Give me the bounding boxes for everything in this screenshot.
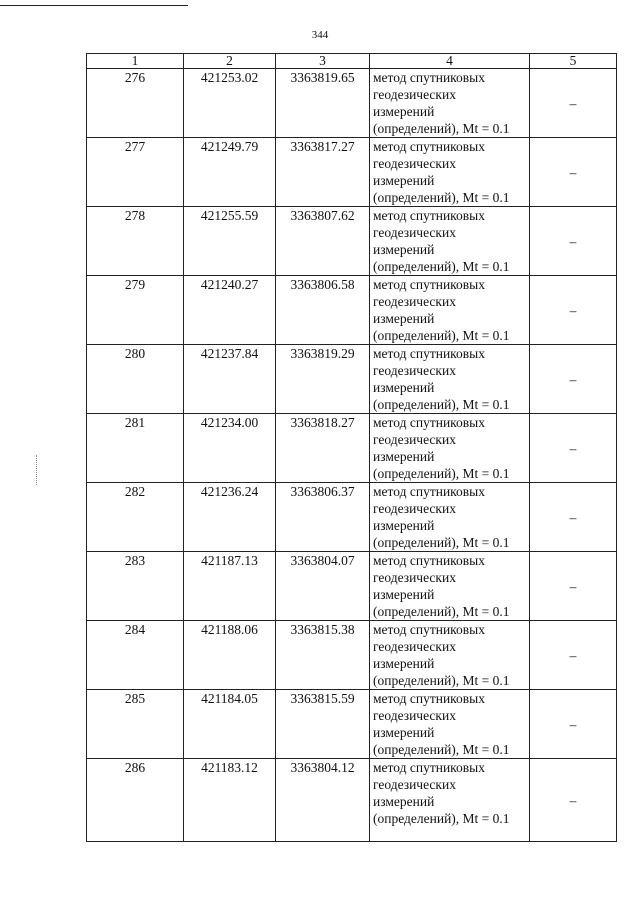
method-line: метод спутниковых <box>373 553 485 568</box>
method-line: измерений <box>373 104 435 119</box>
method-line: измерений <box>373 656 435 671</box>
coordinate-x: 421234.00 <box>184 414 276 483</box>
column-5-value: – <box>530 483 617 552</box>
table-row <box>87 276 617 345</box>
column-5-value: – <box>530 138 617 207</box>
point-number: 282 <box>87 483 184 552</box>
point-number: 286 <box>87 759 184 842</box>
method-description <box>370 483 530 552</box>
method-description <box>370 345 530 414</box>
coordinate-y: 3363806.37 <box>276 483 370 552</box>
point-number: 277 <box>87 138 184 207</box>
table-row <box>87 207 617 276</box>
column-header-1: 1 <box>87 54 184 69</box>
method-line: (определений), Mt = 0.1 <box>373 811 510 826</box>
method-line: (определений), Mt = 0.1 <box>373 742 510 757</box>
column-header-2: 2 <box>184 54 276 69</box>
point-number: 281 <box>87 414 184 483</box>
column-5-value: – <box>530 69 617 138</box>
point-number: 280 <box>87 345 184 414</box>
method-line: метод спутниковых <box>373 139 485 154</box>
table-row <box>87 690 617 759</box>
method-line: метод спутниковых <box>373 691 485 706</box>
method-line: измерений <box>373 587 435 602</box>
coordinate-y: 3363819.29 <box>276 345 370 414</box>
method-line: геодезических <box>373 708 456 723</box>
column-header-3: 3 <box>276 54 370 69</box>
method-line: измерений <box>373 311 435 326</box>
method-line: (определений), Mt = 0.1 <box>373 259 510 274</box>
point-number: 276 <box>87 69 184 138</box>
coordinate-y: 3363804.12 <box>276 759 370 842</box>
column-header-5: 5 <box>530 54 617 69</box>
table-row <box>87 138 617 207</box>
method-description <box>370 759 530 842</box>
coordinate-x: 421253.02 <box>184 69 276 138</box>
table-header-row <box>87 54 617 69</box>
coordinates-table <box>86 53 617 842</box>
margin-mark <box>36 455 37 485</box>
method-description <box>370 621 530 690</box>
method-line: измерений <box>373 518 435 533</box>
method-line: геодезических <box>373 156 456 171</box>
coordinate-x: 421240.27 <box>184 276 276 345</box>
method-line: измерений <box>373 725 435 740</box>
column-header-4: 4 <box>370 54 530 69</box>
method-line: (определений), Mt = 0.1 <box>373 604 510 619</box>
method-line: (определений), Mt = 0.1 <box>373 466 510 481</box>
method-line: измерений <box>373 794 435 809</box>
method-line: геодезических <box>373 639 456 654</box>
table-row <box>87 414 617 483</box>
table-row <box>87 552 617 621</box>
method-line: геодезических <box>373 225 456 240</box>
method-line: метод спутниковых <box>373 277 485 292</box>
coordinate-y: 3363806.58 <box>276 276 370 345</box>
method-line: метод спутниковых <box>373 70 485 85</box>
column-5-value: – <box>530 414 617 483</box>
method-line: метод спутниковых <box>373 346 485 361</box>
column-5-value: – <box>530 207 617 276</box>
method-description <box>370 276 530 345</box>
method-description <box>370 69 530 138</box>
table-row <box>87 69 617 138</box>
table-row <box>87 483 617 552</box>
column-5-value: – <box>530 345 617 414</box>
point-number: 278 <box>87 207 184 276</box>
method-line: измерений <box>373 242 435 257</box>
method-line: геодезических <box>373 363 456 378</box>
coordinate-x: 421255.59 <box>184 207 276 276</box>
coordinate-y: 3363804.07 <box>276 552 370 621</box>
method-line: (определений), Mt = 0.1 <box>373 190 510 205</box>
coordinate-y: 3363817.27 <box>276 138 370 207</box>
coordinate-x: 421183.12 <box>184 759 276 842</box>
table-row <box>87 621 617 690</box>
coordinate-x: 421249.79 <box>184 138 276 207</box>
table-row <box>87 759 617 842</box>
method-line: измерений <box>373 380 435 395</box>
method-description <box>370 138 530 207</box>
table-row <box>87 345 617 414</box>
method-line: геодезических <box>373 294 456 309</box>
top-rule <box>0 5 188 6</box>
coordinate-x: 421184.05 <box>184 690 276 759</box>
method-line: геодезических <box>373 432 456 447</box>
coordinate-y: 3363815.59 <box>276 690 370 759</box>
point-number: 284 <box>87 621 184 690</box>
coordinate-x: 421237.84 <box>184 345 276 414</box>
column-5-value: – <box>530 690 617 759</box>
column-5-value: – <box>530 552 617 621</box>
method-line: (определений), Mt = 0.1 <box>373 673 510 688</box>
column-5-value: – <box>530 276 617 345</box>
coordinate-x: 421236.24 <box>184 483 276 552</box>
table-body <box>87 69 617 842</box>
point-number: 283 <box>87 552 184 621</box>
method-line: (определений), Mt = 0.1 <box>373 328 510 343</box>
method-line: метод спутниковых <box>373 415 485 430</box>
method-line: измерений <box>373 173 435 188</box>
method-line: (определений), Mt = 0.1 <box>373 535 510 550</box>
page-number: 344 <box>311 29 329 41</box>
method-description <box>370 207 530 276</box>
coordinate-x: 421188.06 <box>184 621 276 690</box>
method-line: метод спутниковых <box>373 208 485 223</box>
method-line: геодезических <box>373 570 456 585</box>
point-number: 285 <box>87 690 184 759</box>
method-line: метод спутниковых <box>373 760 485 775</box>
coordinate-x: 421187.13 <box>184 552 276 621</box>
method-line: метод спутниковых <box>373 622 485 637</box>
method-line: геодезических <box>373 87 456 102</box>
column-5-value: – <box>530 759 617 842</box>
coordinate-y: 3363815.38 <box>276 621 370 690</box>
method-description <box>370 414 530 483</box>
method-line: (определений), Mt = 0.1 <box>373 121 510 136</box>
column-5-value: – <box>530 621 617 690</box>
method-line: измерений <box>373 449 435 464</box>
method-line: геодезических <box>373 777 456 792</box>
coordinate-y: 3363818.27 <box>276 414 370 483</box>
method-line: (определений), Mt = 0.1 <box>373 397 510 412</box>
method-description <box>370 552 530 621</box>
method-line: метод спутниковых <box>373 484 485 499</box>
method-line: геодезических <box>373 501 456 516</box>
method-description <box>370 690 530 759</box>
point-number: 279 <box>87 276 184 345</box>
coordinate-y: 3363807.62 <box>276 207 370 276</box>
coordinate-y: 3363819.65 <box>276 69 370 138</box>
